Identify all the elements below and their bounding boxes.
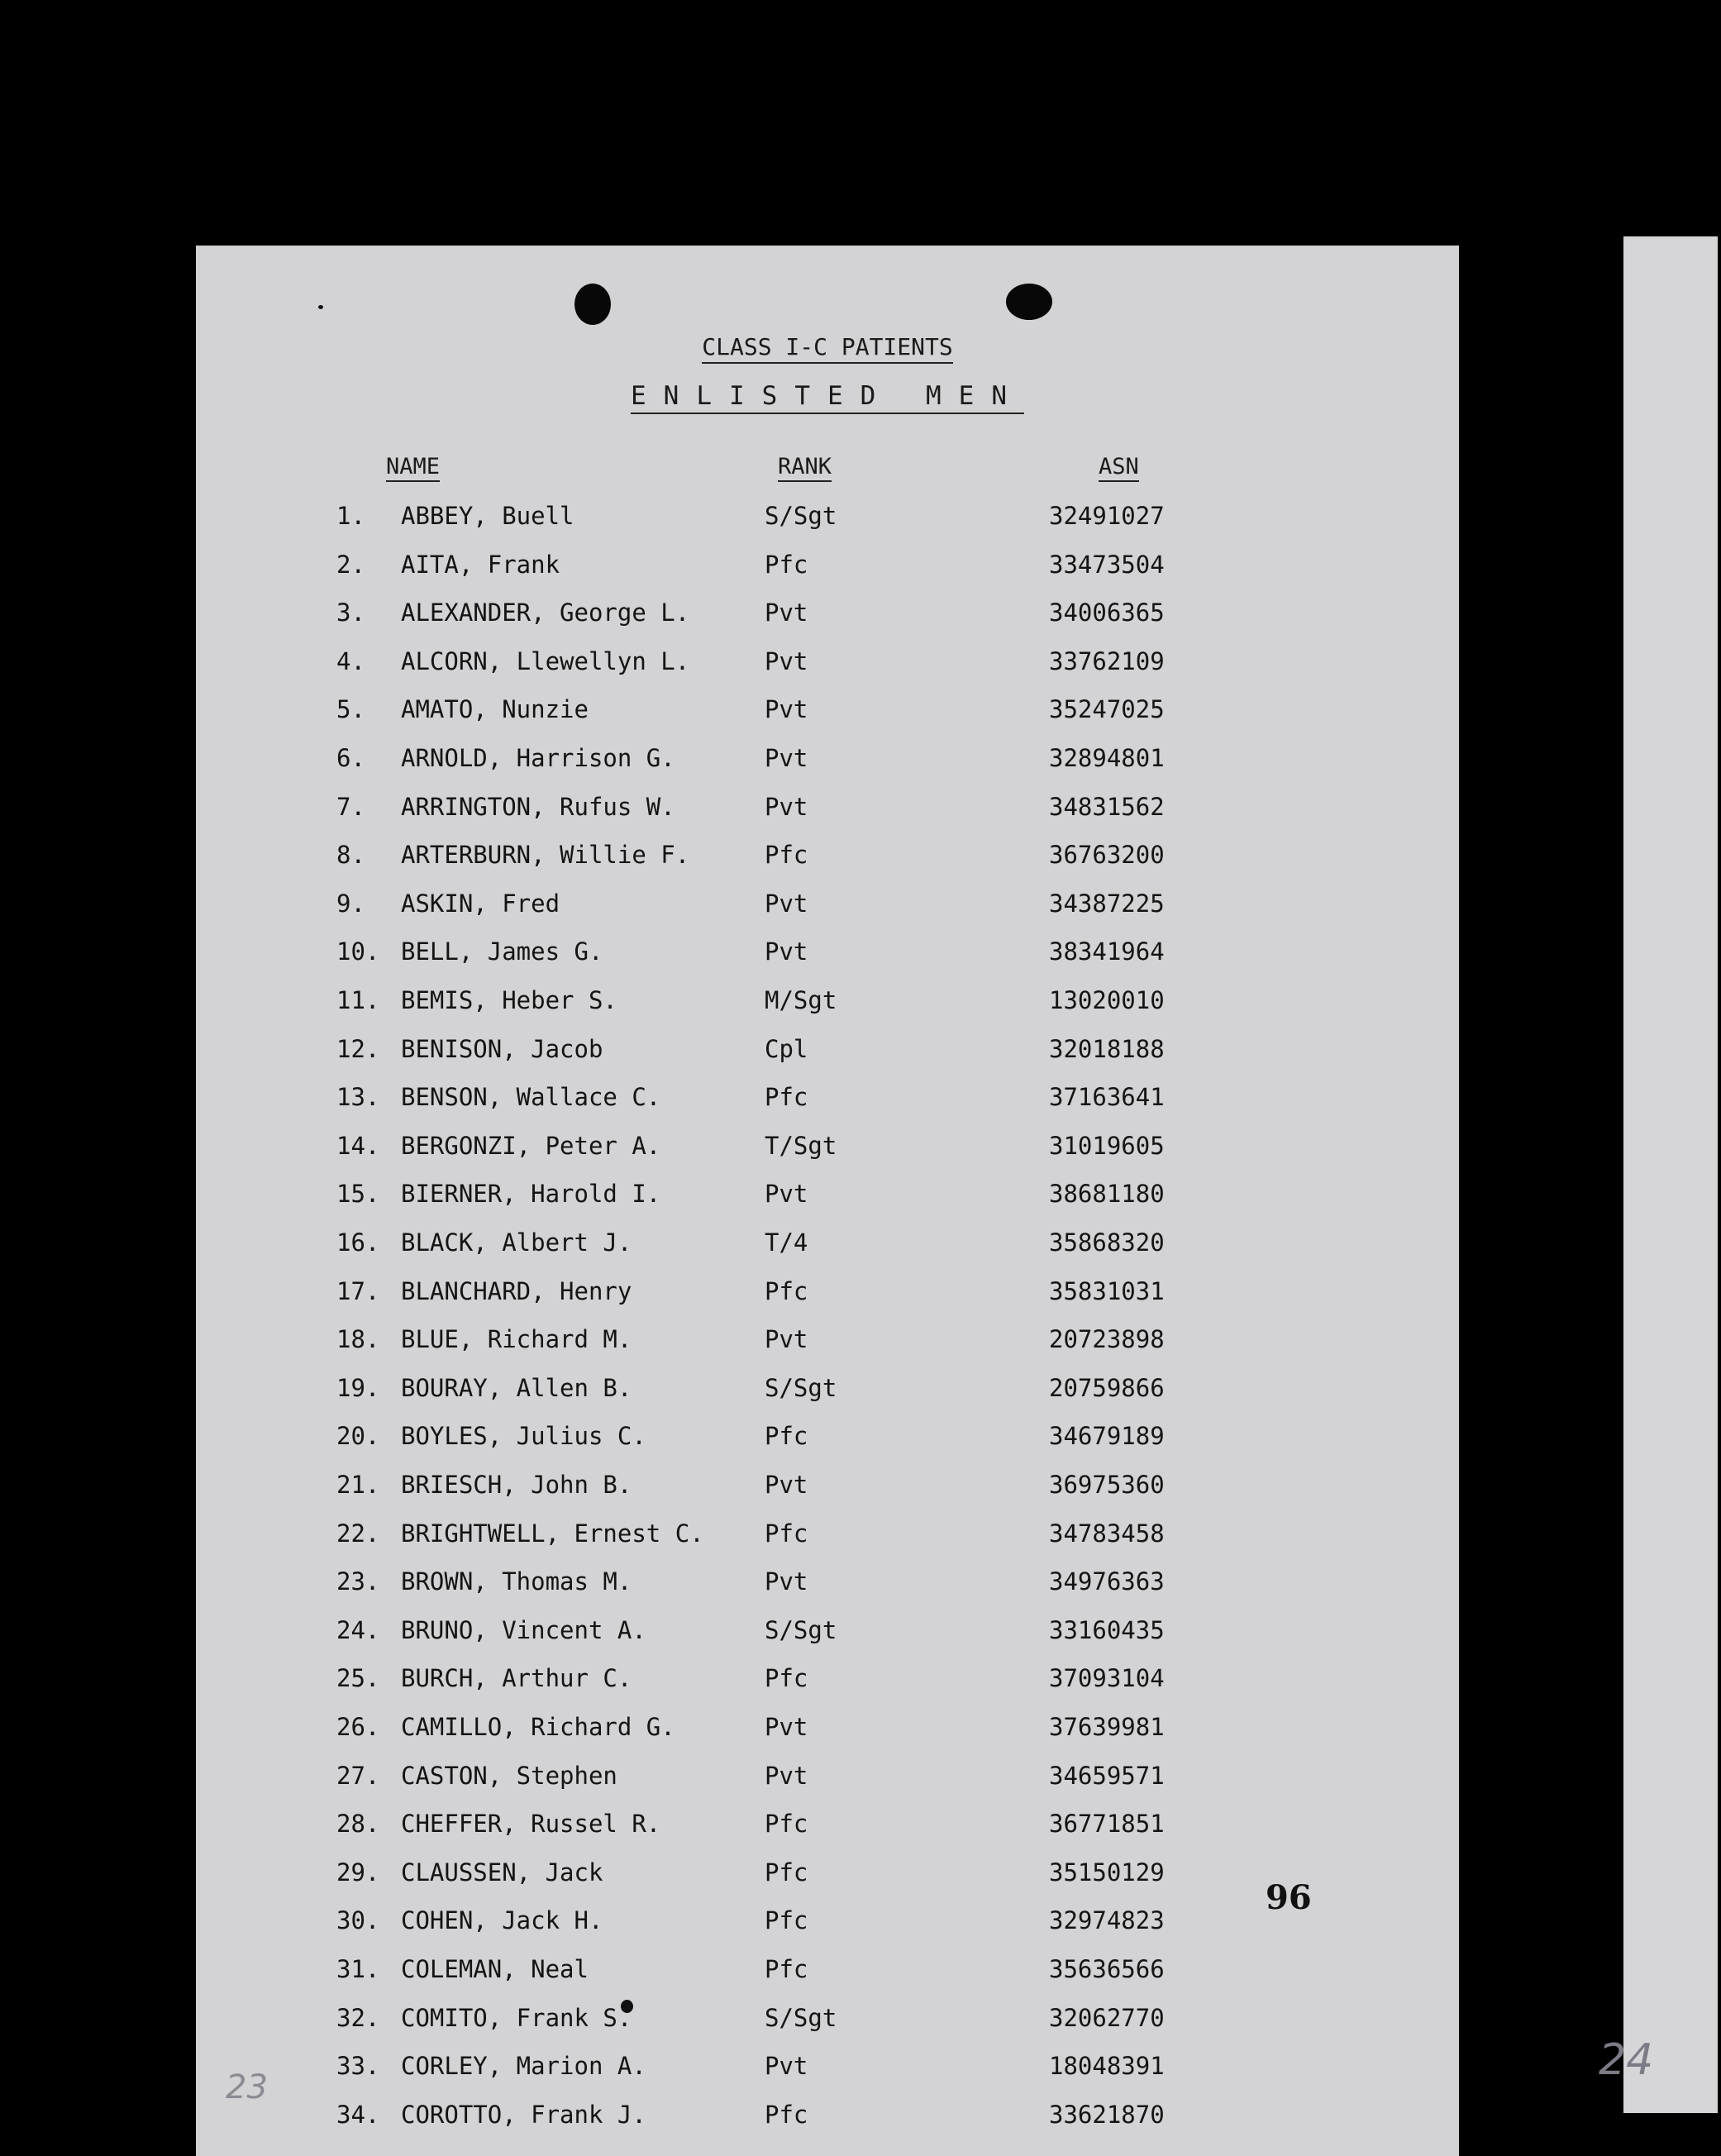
table-row: [196, 890, 1459, 923]
table-row: [196, 1519, 1459, 1553]
row-rank: S/Sgt: [765, 1374, 837, 1402]
row-number: 9.: [336, 890, 365, 918]
row-asn: 36771851: [1049, 1810, 1165, 1838]
row-number: 15.: [336, 1180, 380, 1208]
row-name: BOURAY, Allen B.: [401, 1374, 632, 1402]
row-name: BIERNER, Harold I.: [401, 1180, 661, 1208]
row-name: ARNOLD, Harrison G.: [401, 744, 675, 772]
row-rank: T/4: [765, 1228, 808, 1257]
row-rank: Pfc: [765, 1810, 808, 1838]
row-number: 19.: [336, 1374, 380, 1402]
row-asn: 34659571: [1049, 1762, 1165, 1790]
row-asn: 38341964: [1049, 937, 1165, 966]
row-number: 1.: [336, 502, 365, 530]
row-number: 34.: [336, 2101, 380, 2129]
row-asn: 35831031: [1049, 1277, 1165, 1305]
row-rank: Pvt: [765, 1471, 808, 1499]
column-header-asn: ASN: [1099, 454, 1139, 482]
row-name: COMITO, Frank S.: [401, 2004, 632, 2032]
row-name: CHEFFER, Russel R.: [401, 1810, 661, 1838]
row-name: ASKIN, Fred: [401, 890, 560, 918]
row-rank: Pvt: [765, 647, 808, 675]
row-name: ARRINGTON, Rufus W.: [401, 793, 675, 821]
row-rank: Pvt: [765, 793, 808, 821]
page-number: 96: [1266, 1878, 1312, 1917]
row-asn: 20759866: [1049, 1374, 1165, 1402]
row-asn: 32974823: [1049, 1906, 1165, 1934]
row-number: 20.: [336, 1422, 380, 1450]
row-asn: 34783458: [1049, 1519, 1165, 1548]
handwritten-page-mark-left: 23: [226, 2068, 268, 2106]
row-name: ALEXANDER, George L.: [401, 599, 690, 627]
row-asn: 35636566: [1049, 1955, 1165, 1983]
row-name: AMATO, Nunzie: [401, 695, 589, 723]
table-row: [196, 2004, 1459, 2037]
row-asn: 31019605: [1049, 1132, 1165, 1160]
row-name: CORLEY, Marion A.: [401, 2052, 646, 2080]
roster-list: [196, 246, 1459, 2156]
row-name: BENSON, Wallace C.: [401, 1083, 661, 1111]
row-name: BOYLES, Julius C.: [401, 1422, 646, 1450]
row-asn: 37639981: [1049, 1713, 1165, 1741]
row-name: BENISON, Jacob: [401, 1035, 603, 1063]
table-row: [196, 2101, 1459, 2134]
table-row: [196, 695, 1459, 728]
table-row: [196, 1132, 1459, 1165]
row-asn: 34831562: [1049, 793, 1165, 821]
row-rank: Cpl: [765, 1035, 808, 1063]
table-row: [196, 1422, 1459, 1455]
row-rank: Pvt: [765, 1762, 808, 1790]
row-rank: Pfc: [765, 1906, 808, 1934]
row-asn: 34387225: [1049, 890, 1165, 918]
row-rank: Pfc: [765, 1519, 808, 1548]
handwritten-page-mark-right: 24: [1599, 2035, 1654, 2085]
row-name: BELL, James G.: [401, 937, 603, 966]
table-row: [196, 986, 1459, 1019]
row-rank: Pfc: [765, 1277, 808, 1305]
row-name: BERGONZI, Peter A.: [401, 1132, 661, 1160]
row-number: 28.: [336, 1810, 380, 1838]
table-row: [196, 551, 1459, 584]
row-number: 2.: [336, 551, 365, 579]
row-rank: Pfc: [765, 1422, 808, 1450]
row-name: COLEMAN, Neal: [401, 1955, 589, 1983]
page-title-text: CLASS I-C PATIENTS: [702, 333, 952, 364]
row-number: 11.: [336, 986, 380, 1014]
row-name: ALCORN, Llewellyn L.: [401, 647, 690, 675]
row-rank: Pfc: [765, 841, 808, 869]
row-name: ABBEY, Buell: [401, 502, 574, 530]
row-asn: 20723898: [1049, 1325, 1165, 1353]
row-asn: 33621870: [1049, 2101, 1165, 2129]
row-rank: Pvt: [765, 1325, 808, 1353]
row-number: 4.: [336, 647, 365, 675]
row-name: BLACK, Albert J.: [401, 1228, 632, 1257]
row-asn: 33473504: [1049, 551, 1165, 579]
row-asn: 35247025: [1049, 695, 1165, 723]
row-number: 26.: [336, 1713, 380, 1741]
row-asn: 32018188: [1049, 1035, 1165, 1063]
table-row: [196, 1228, 1459, 1262]
row-asn: 32894801: [1049, 744, 1165, 772]
column-header-name: NAME: [386, 454, 440, 482]
row-rank: S/Sgt: [765, 2004, 837, 2032]
document-page: [196, 246, 1459, 2156]
row-number: 7.: [336, 793, 365, 821]
row-name: CLAUSSEN, Jack: [401, 1858, 603, 1886]
row-name: BURCH, Arthur C.: [401, 1664, 632, 1692]
table-row: [196, 1471, 1459, 1504]
table-row: [196, 793, 1459, 826]
row-number: 6.: [336, 744, 365, 772]
table-row: [196, 1955, 1459, 1988]
row-name: BLUE, Richard M.: [401, 1325, 632, 1353]
table-row: [196, 1374, 1459, 1407]
row-rank: Pfc: [765, 1083, 808, 1111]
table-row: [196, 1762, 1459, 1795]
row-asn: 36763200: [1049, 841, 1165, 869]
row-asn: 33762109: [1049, 647, 1165, 675]
row-rank: Pvt: [765, 937, 808, 966]
table-row: [196, 1325, 1459, 1358]
row-asn: 34679189: [1049, 1422, 1165, 1450]
table-row: [196, 1180, 1459, 1213]
row-rank: M/Sgt: [765, 986, 837, 1014]
row-number: 31.: [336, 1955, 380, 1983]
table-row: [196, 1713, 1459, 1746]
row-number: 3.: [336, 599, 365, 627]
row-number: 8.: [336, 841, 365, 869]
table-row: [196, 1277, 1459, 1310]
row-name: BROWN, Thomas M.: [401, 1567, 632, 1596]
row-asn: 36975360: [1049, 1471, 1165, 1499]
row-number: 12.: [336, 1035, 380, 1063]
row-number: 30.: [336, 1906, 380, 1934]
row-asn: 13020010: [1049, 986, 1165, 1014]
row-number: 18.: [336, 1325, 380, 1353]
table-row: [196, 1567, 1459, 1600]
row-number: 29.: [336, 1858, 380, 1886]
row-rank: T/Sgt: [765, 1132, 837, 1160]
row-asn: 37163641: [1049, 1083, 1165, 1111]
row-asn: 37093104: [1049, 1664, 1165, 1692]
row-rank: Pvt: [765, 599, 808, 627]
row-rank: Pvt: [765, 1713, 808, 1741]
row-number: 25.: [336, 1664, 380, 1692]
row-number: 13.: [336, 1083, 380, 1111]
row-rank: Pvt: [765, 744, 808, 772]
row-name: ARTERBURN, Willie F.: [401, 841, 690, 869]
row-asn: 33160435: [1049, 1616, 1165, 1644]
row-rank: Pvt: [765, 1180, 808, 1208]
row-rank: S/Sgt: [765, 502, 837, 530]
row-rank: Pfc: [765, 1664, 808, 1692]
row-number: 24.: [336, 1616, 380, 1644]
table-row: [196, 841, 1459, 874]
row-number: 21.: [336, 1471, 380, 1499]
table-row: [196, 1035, 1459, 1068]
column-header-rank: RANK: [778, 454, 832, 482]
row-rank: Pfc: [765, 1858, 808, 1886]
row-rank: Pvt: [765, 1567, 808, 1596]
row-rank: Pfc: [765, 551, 808, 579]
row-rank: Pfc: [765, 1955, 808, 1983]
row-asn: 35868320: [1049, 1228, 1165, 1257]
row-name: COROTTO, Frank J.: [401, 2101, 646, 2129]
row-name: CAMILLO, Richard G.: [401, 1713, 675, 1741]
row-number: 10.: [336, 937, 380, 966]
row-number: 17.: [336, 1277, 380, 1305]
table-row: [196, 1664, 1459, 1697]
row-asn: 35150129: [1049, 1858, 1165, 1886]
row-number: 22.: [336, 1519, 380, 1548]
row-name: BRIESCH, John B.: [401, 1471, 632, 1499]
table-row: [196, 744, 1459, 777]
row-asn: 32062770: [1049, 2004, 1165, 2032]
row-rank: Pfc: [765, 2101, 808, 2129]
table-row: [196, 502, 1459, 535]
table-row: [196, 647, 1459, 680]
row-number: 27.: [336, 1762, 380, 1790]
row-name: CASTON, Stephen: [401, 1762, 617, 1790]
table-row: [196, 2052, 1459, 2085]
row-asn: 34976363: [1049, 1567, 1165, 1596]
adjacent-page-strip: [1599, 236, 1718, 2113]
row-rank: Pvt: [765, 2052, 808, 2080]
table-row: [196, 1083, 1459, 1116]
row-number: 33.: [336, 2052, 380, 2080]
row-asn: 18048391: [1049, 2052, 1165, 2080]
row-name: BEMIS, Heber S.: [401, 986, 617, 1014]
row-number: 16.: [336, 1228, 380, 1257]
row-asn: 34006365: [1049, 599, 1165, 627]
table-row: [196, 1616, 1459, 1649]
row-name: AITA, Frank: [401, 551, 560, 579]
row-number: 23.: [336, 1567, 380, 1596]
row-asn: 32491027: [1049, 502, 1165, 530]
table-row: [196, 1810, 1459, 1843]
row-number: 32.: [336, 2004, 380, 2032]
row-number: 5.: [336, 695, 365, 723]
row-rank: Pvt: [765, 695, 808, 723]
row-name: COHEN, Jack H.: [401, 1906, 603, 1934]
row-number: 14.: [336, 1132, 380, 1160]
row-rank: S/Sgt: [765, 1616, 837, 1644]
page-subtitle-text: ENLISTED MEN: [631, 381, 1024, 414]
row-name: BRUNO, Vincent A.: [401, 1616, 646, 1644]
table-row: [196, 599, 1459, 632]
row-name: BLANCHARD, Henry: [401, 1277, 632, 1305]
row-rank: Pvt: [765, 890, 808, 918]
row-name: BRIGHTWELL, Ernest C.: [401, 1519, 704, 1548]
table-row: [196, 937, 1459, 971]
row-asn: 38681180: [1049, 1180, 1165, 1208]
